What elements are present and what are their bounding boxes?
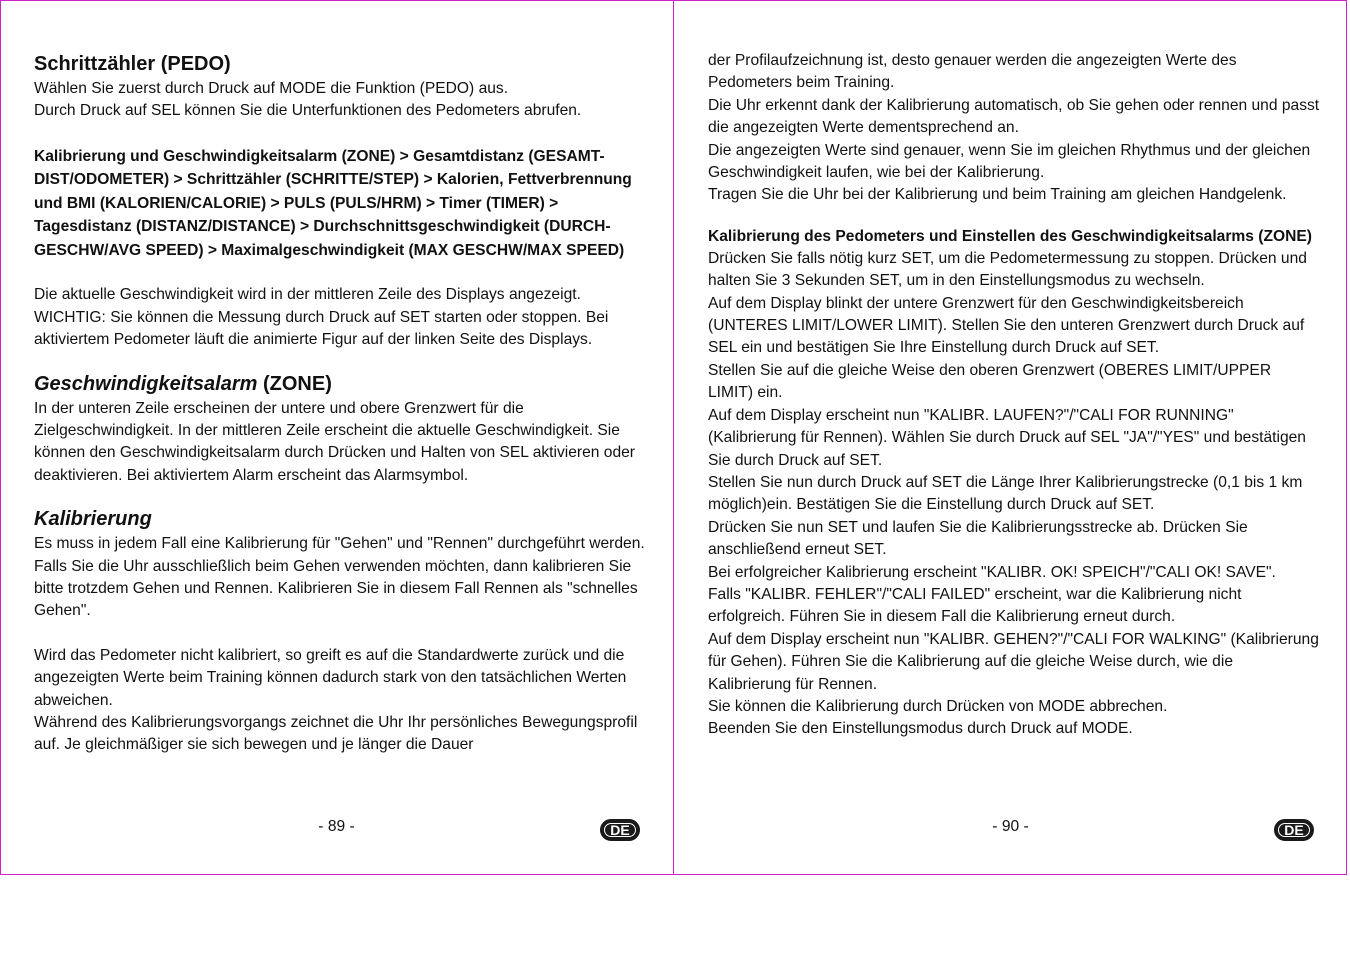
heading-zone-rest: (ZONE)	[257, 372, 332, 395]
paragraph: Bei erfolgreicher Kalibrierung erscheint "KALIBR. OK! SPEICH"/"CALI OK! SAVE".	[708, 563, 1276, 581]
paragraph: Wird das Pedometer nicht kalibriert, so greift es auf die Standardwerte zurück und die angezeigten Werte beim Training können dadurch stark von den tatsächlichen Werten abweichen.	[34, 646, 627, 709]
paragraph: Die aktuelle Geschwindigkeit wird in der mittleren Zeile des Displays angezeigt.	[34, 286, 581, 304]
page-90-text	[708, 50, 1320, 741]
page-90	[674, 0, 1347, 875]
paragraph: Tragen Sie die Uhr bei der Kalibrierung und beim Training am gleichen Handgelenk.	[708, 186, 1287, 204]
paragraph: Auf dem Display blinkt der untere Grenzwert für den Geschwindigkeitsbereich (UNTERES LIMIT/LOWER LIMIT). Stellen Sie den unteren Grenzwert durch Druck auf SEL ein und bestätigen Sie Ihre Einstellung durch Druck auf SET.	[708, 294, 1305, 357]
paragraph: Sie können die Kalibrierung durch Drücken von MODE abbrechen.	[708, 697, 1168, 715]
paragraph: Stellen Sie nun durch Druck auf SET die Länge Ihrer Kalibrierungstrecke (0,1 bis 1 km möglich)ein. Bestätigen Sie die Einstellung durch Druck auf SET.	[708, 473, 1303, 514]
page-89-text	[34, 50, 646, 757]
paragraph: Die angezeigten Werte sind genauer, wenn Sie im gleichen Rhythmus und der gleichen Geschwindigkeit laufen, wie bei der Kalibrierung.	[708, 141, 1311, 182]
important-label: WICHTIG:	[34, 308, 106, 326]
paragraph: Es muss in jedem Fall eine Kalibrierung für "Gehen" und "Rennen" durchgeführt werden. Falls Sie die Uhr ausschließlich beim Gehen verwenden möchten, dann kalibrieren Sie bitte trotzdem Gehen und Rennen. Kalibrieren Sie in diesem Fall Rennen als "schnelles Gehen".	[34, 535, 645, 620]
paragraph: Drücken Sie nun SET und laufen Sie die Kalibrierungsstrecke ab. Drücken Sie anschließend erneut SET.	[708, 518, 1248, 559]
language-badge-label: DE	[610, 822, 630, 838]
heading-pedo: Schrittzähler (PEDO)	[34, 53, 231, 75]
language-badge	[600, 819, 640, 841]
paragraph: der Profilaufzeichnung ist, desto genauer werden die angezeigten Werte des Pedometers beim Training.	[708, 52, 1237, 92]
paragraph: Drücken Sie falls nötig kurz SET, um die Pedometermessung zu stoppen. Drücken und halten Sie 3 Sekunden SET, um in den Einstellungsmodus zu wechseln.	[708, 249, 1307, 290]
heading-calibration-zone: Kalibrierung des Pedometers und Einstellen des Geschwindigkeitsalarms (ZONE)	[708, 227, 1312, 245]
paragraph: Während des Kalibrierungsvorgangs zeichnet die Uhr Ihr persönliches Bewegungsprofil auf. Je gleichmäßiger sie sich bewegen und je länger die Dauer	[34, 714, 638, 754]
paragraph: Beenden Sie den Einstellungsmodus durch Druck auf MODE.	[708, 720, 1133, 738]
function-list: Kalibrierung und Geschwindigkeitsalarm (ZONE) > Gesamtdistanz (GESAMT-DIST/ODOMETER) > Schrittzähler (SCHRITTE/STEP) > Kalorien, Fettverbrennung und BMI (KALORIEN/CALORIE) > PULS (PULS/HRM) > Timer (TIMER) > Tagesdistanz (DISTANZ/DISTANCE) > Durchschnittsgeschwindigkeit (DURCH-GESCHW/AVG SPEED) > Maximalgeschwindigkeit (MAX GESCHW/MAX SPEED)	[34, 147, 632, 259]
page-number: - 89 -	[318, 818, 355, 835]
paragraph: Die Uhr erkennt dank der Kalibrierung automatisch, ob Sie gehen oder rennen und passt die angezeigten Werte dementsprechend an.	[708, 96, 1320, 137]
paragraph: Falls "KALIBR. FEHLER"/"CALI FAILED" erscheint, war die Kalibrierung nicht erfolgreich. Führen Sie in diesem Fall die Kalibrierung erneut durch.	[708, 585, 1242, 626]
paragraph-important	[34, 307, 646, 352]
page-89	[0, 0, 673, 875]
important-text: Sie können die Messung durch Druck auf SET starten oder stoppen. Bei aktiviertem Pedometer läuft die animierte Figur auf der linken Seite des Displays.	[34, 308, 609, 349]
heading-kalibrierung	[34, 505, 646, 533]
paragraph: Auf dem Display erscheint nun "KALIBR. LAUFEN?"/"CALI FOR RUNNING" (Kalibrierung für Rennen). Wählen Sie durch Druck auf SEL "JA"/"YES" und bestätigen Sie durch Druck auf SET.	[708, 406, 1306, 469]
paragraph: In der unteren Zeile erscheinen der untere und obere Grenzwert für die Zielgeschwindigkeit. In der mittleren Zeile erscheint die aktuelle Geschwindigkeit. Sie können den Geschwindigkeitsalarm durch Drücken und Halten von SEL aktivieren oder deaktivieren. Bei aktiviertem Alarm erscheint das Alarmsymbol.	[34, 399, 635, 484]
paragraph: Stellen Sie auf die gleiche Weise den oberen Grenzwert (OBERES LIMIT/UPPER LIMIT) ein.	[708, 361, 1272, 402]
heading-zone-italic: Geschwindigkeitsalarm	[34, 372, 258, 395]
heading-zone	[34, 370, 646, 398]
paragraph: Auf dem Display erscheint nun "KALIBR. GEHEN?"/"CALI FOR WALKING" (Kalibrierung für Gehen). Führen Sie die Kalibrierung auf die gleiche Weise durch, wie die Kalibrierung für Rennen.	[708, 630, 1319, 693]
page-number: - 90 -	[992, 818, 1029, 835]
language-badge	[1274, 819, 1314, 841]
language-badge-label: DE	[1284, 822, 1304, 838]
paragraph: Durch Druck auf SEL können Sie die Unterfunktionen des Pedometers abrufen.	[34, 102, 582, 120]
paragraph: Wählen Sie zuerst durch Druck auf MODE die Funktion (PEDO) aus.	[34, 80, 509, 97]
heading-kalibrierung-text: Kalibrierung	[34, 508, 152, 531]
